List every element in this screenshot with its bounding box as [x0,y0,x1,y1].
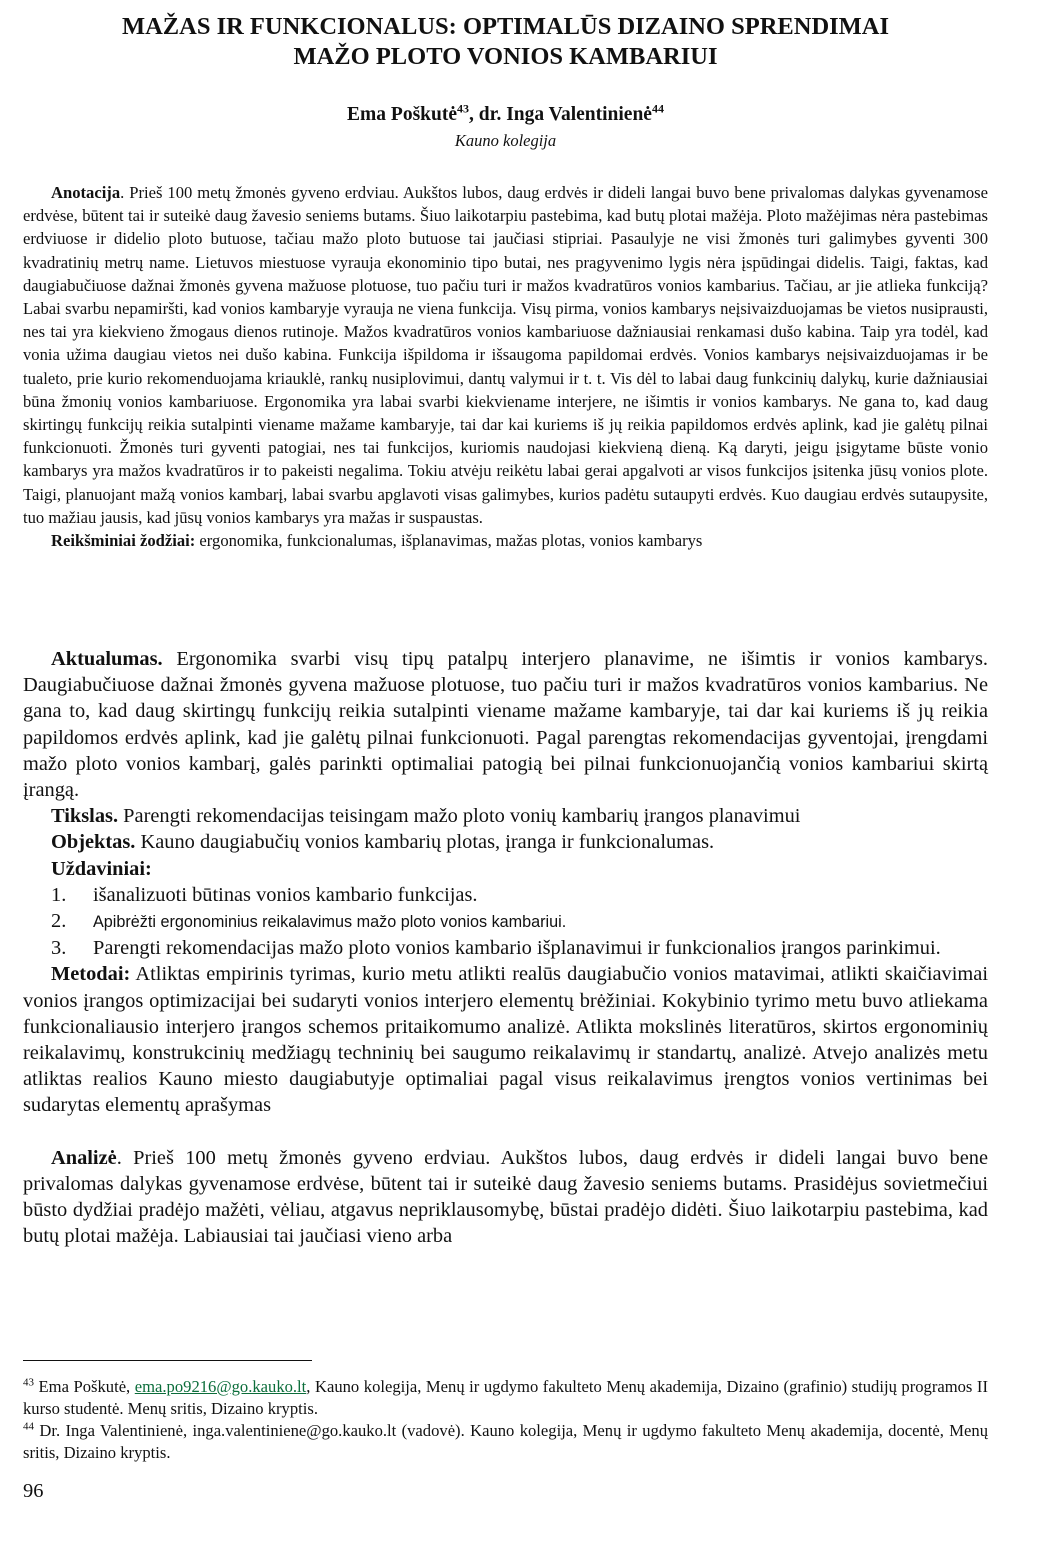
objektas-label: Objektas. [51,831,136,854]
footnotes-section [23,1376,988,1464]
footnote-name: Ema Poškutė, [34,1377,135,1396]
page-number: 96 [23,1480,44,1502]
metodai-paragraph [23,961,988,1118]
author-line [23,103,988,127]
tikslas-label: Tikslas. [51,805,119,828]
tikslas-text: Parengti rekomendacijas teisingam mažo ploto vonių kambarių įrangos planavimui [118,805,801,828]
author-1-footnote-ref[interactable]: 43 [457,101,469,116]
footnote-44 [23,1420,988,1464]
metodai-label: Metodai: [51,963,131,986]
abstract-label: Anotacija [51,183,121,202]
metodai-text: Atliktas empirinis tyrimas, kurio metu atlikti realūs daugiabučio vonios matavimai, atlikti skaičiavimai vonios įrangos optimizacijai bei sudaryti vonios interjero elementų brėžiniai. Kokybinio tyrimo metu buvo atliekama funkcionaliausio interjero įrangos schemos pritaikomumo analizė. Atlikta mokslinės literatūros, skirtos ergonominių reikalavimų, konstrukcinių medžiagų techninių bei saugumo reikalavimų ir standartų, analizė. Atvejo analizės metu atliktas realios Kauno miesto daugiabutyje optimaliai pagal visus reikalavimus įrengtos vonios vertinimas bei sudarytas elementų aprašymas [23,963,988,1117]
aktualumas-text: Ergonomika svarbi visų tipų patalpų interjero planavime, ne išimtis ir vonios kambarys. Daugiabučiuose dažnai žmonės gyvena mažuose plotuose, tuo pačiu turi ir mažos kvadratūros vonios kambarius. Ne gana to, kad daug skirtingų funkcijų reikia sutalpinti viename mažame kambaryje, tai dar kai kuriems iš jų reikia papildomos erdvės aplink, kad jie galėtų pilnai funkcionuoti. Pagal parengtas rekomendacijas gyventojai, įrengdami mažo ploto vonios kambarį, galės parinkti optimaliai patogią bei pilnai funkcionuojančią vonios kambariui skirtą įrangą. [23,648,988,802]
list-item [23,908,988,935]
list-item-text: Parengti rekomendacijas mažo ploto vonios kambario išplanavimui ir funkcionalios įrangos parinkimui. [93,937,941,960]
uzdaviniai-label: Uždaviniai: [51,857,152,880]
email-link[interactable]: ema.po9216@go.kauko.lt [134,1377,307,1396]
list-item [23,882,988,908]
objektas-text: Kauno daugiabučių vonios kambarių plotas, įranga ir funkcionalumas. [135,831,715,854]
title-line-1: MAŽAS IR FUNKCIONALUS: OPTIMALŪS DIZAINO SPRENDIMAI [121,13,890,40]
list-item [23,935,988,961]
paragraph-gap [23,1119,988,1145]
list-item-number: 2. [51,910,67,933]
analize-text: . Prieš 100 metų žmonės gyveno erdviau. Aukštos lubos, daug erdvės ir dideli langai buvo bene privalomas dalykas gyvenamose erdvėse, būtent tai ir suteikė daug žavesio seniems butams. Prasidėjus sovietmečiui būsto dydžiai pradėjo mažėti, vėliau, atgavus nepriklausomybę, būstai pradėjo didėti. Šiuo laikotarpiu pastebima, kad butų plotai mažėja. Labiausiai tai jaučiasi vieno arba [23,1146,988,1248]
footnote-text: Dr. Inga Valentinienė, inga.valentiniene@go.kauko.lt (vadovė). Kauno kolegija, Menų ir ugdymo fakulteto Menų akademija, docentė, Menų sritis, Dizaino kryptis. [23,1421,988,1462]
keywords-paragraph [23,529,988,552]
list-item-number: 1. [51,883,67,906]
footnote-number: 44 [23,1420,34,1433]
author-2: dr. Inga Valentinienė [478,104,652,125]
footnote-43 [23,1376,988,1420]
title-line-2: MAŽO PLOTO VONIOS KAMBARIUI [293,43,718,70]
footnote-separator [23,1360,312,1361]
tikslas-paragraph [23,803,988,829]
tasks-list [23,882,988,962]
abstract-paragraph [23,181,988,529]
list-item-text: Apibrėžti ergonominius reikalavimus mažo ploto vonios kambariui. [93,913,567,932]
list-item-text: išanalizuoti būtinas vonios kambario funkcijas. [93,883,478,906]
aktualumas-label: Aktualumas. [51,648,163,670]
footnote-text: , Kauno kolegija, Menų ir ugdymo fakulteto Menų akademija, Dizaino (grafinio) studijų programos II kurso studentė. Menų sritis, Dizaino kryptis. [23,1377,988,1418]
author-separator: , [469,104,479,125]
keywords-label: Reikšminiai žodžiai: [51,531,196,551]
body-section [23,646,988,1249]
abstract-section [23,181,988,552]
analize-paragraph [23,1145,988,1250]
author-1: Ema Poškutė [347,104,457,125]
keywords-text: ergonomika, funkcionalumas, išplanavimas, mažas plotas, vonios kambarys [195,531,703,551]
list-item-number: 3. [51,937,67,960]
analize-label: Analizė [51,1146,117,1169]
aktualumas-paragraph [23,646,988,803]
author-2-footnote-ref[interactable]: 44 [651,101,664,116]
affiliation: Kauno kolegija [454,131,557,150]
uzdaviniai-heading [23,856,988,882]
paper-title [23,12,988,72]
footnote-number: 43 [23,1376,34,1389]
abstract-text: . Prieš 100 metų žmonės gyveno erdviau. Aukštos lubos, daug erdvės ir dideli langai buvo bene privalomas dalykas gyvenamose erdvėse, būtent tai ir suteikė daug žavesio seniems butams. Šiuo laikotarpiu pastebima, kad butų plotai mažėja. Ploto mažėjimas nėra pastebimas erdviuose ir didelio ploto butuose, tačiau mažo ploto butuose tai jaučiasi stipriai. Pasaulyje ne visi žmonės turi galimybes gyventi 300 kvadratinių metrų name. Lietuvos miestuose vyrauja ekonominio tipo butai, nes pragyvenimo lygis nėra įspūdingai didelis. Taigi, faktas, kad daugiabučiuose dažnai žmonės gyvena mažuose plotuose, tuo pačiu turi ir mažos kvadratūros vonios kambarius. Tačiau, ar jie atlieka funkciją? Labai svarbu nepamiršti, kad vonios kambaryje vyrauja ne viena funkcija. Visų pirma, vonios kambarys neįsivaizduojamas be vietos nusiprausti, nes tai yra kiekvieno žmogaus dienos rutinoje. Mažos kvadratūros vonios kambariuose dažniausiai renkamasi dušo kabina. Taip yra todėl, kad vonia užima daugiau vietos nei dušo kabina. Funkcija išpildoma ir išsaugoma papildomai erdvės. Vonios kambarys neįsivaizduojamas ir be tualeto, prie kurio rekomenduojama kriauklė, rankų nusiplovimui, dantų valymui ir t. t. Vis dėl to labai daug funkcinių dalykų, kurie dažniausiai būna žmonių vonios kambariuose. Ergonomika yra labai svarbi kiekviename interjere, ne išimtis ir vonios kambarys. Ne gana to, kad daug skirtingų funkcijų reikia sutalpinti viename mažame kambaryje, tai dar kai kuriems iš jų reikia papildomos erdvės aplink, kad jie galėtų pilnai funkcionuoti. Žmonės turi gyventi patogiai, nes tai funkcijos, kuriomis naudojasi kiekvieną dieną. Ką daryti, jeigu įsigytame būste vonio kambarys yra mažos kvadratūros ir to pakeisti negalima. Tokiu atvėju reikėtu labai gerai apgalvoti ar visos funkcijos įsitenka jūsų vonios plote. Taigi, planuojant mažą vonios kambarį, labai svarbu apglavoti visas galimybes, kurios padėtu sutaupyti erdvės. Kuo daugiau erdvės sutaupysite, tuo mažiau jausis, kad jūsų vonios kambarys yra mažas ir suspaustas. [23,183,988,527]
objektas-paragraph [23,829,988,855]
